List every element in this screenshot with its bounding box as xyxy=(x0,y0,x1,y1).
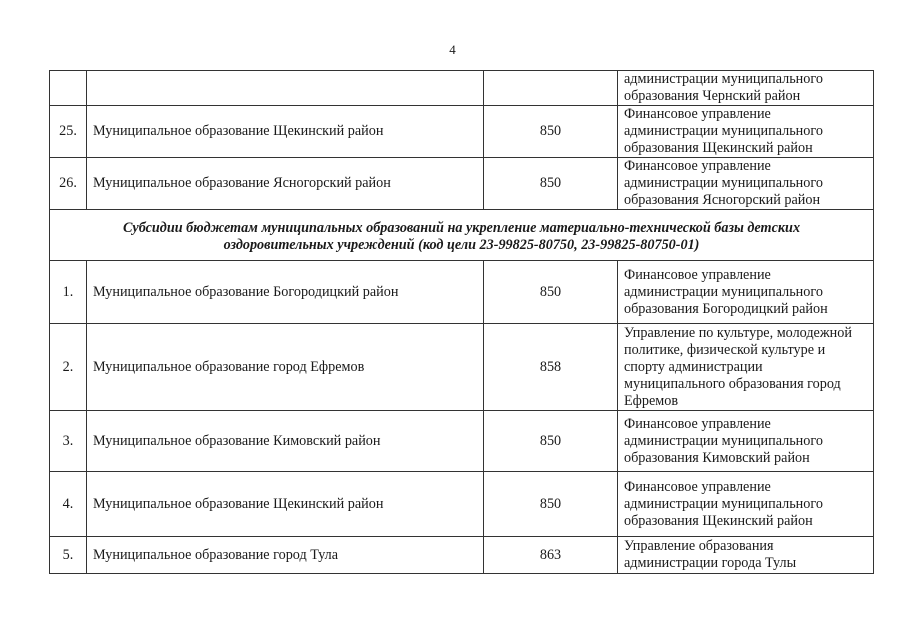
administrator-name: Управление по культуре, молодежной политике, физической культуре и спорту администрации муниципального образования город Ефремов xyxy=(618,324,874,411)
municipality-name: Муниципальное образование город Тула xyxy=(87,537,484,574)
table-row xyxy=(50,261,874,324)
budget-code: 863 xyxy=(484,537,618,574)
budget-code: 858 xyxy=(484,324,618,411)
row-number: 1. xyxy=(50,261,87,324)
administrator-name: Финансовое управление администрации муниципального образования Богородицкий район xyxy=(618,261,874,324)
municipality-name: Муниципальное образование Кимовский район xyxy=(87,411,484,472)
municipality-name: Муниципальное образование Богородицкий район xyxy=(87,261,484,324)
municipality-name: Муниципальное образование Ясногорский район xyxy=(87,158,484,210)
budget-code: 850 xyxy=(484,261,618,324)
row-number xyxy=(50,71,87,106)
table-row xyxy=(50,411,874,472)
table-row xyxy=(50,537,874,574)
row-number: 26. xyxy=(50,158,87,210)
budget-code: 850 xyxy=(484,411,618,472)
budget-code: 850 xyxy=(484,472,618,537)
administrator-name: Финансовое управление администрации муниципального образования Щекинский район xyxy=(618,472,874,537)
table-row xyxy=(50,106,874,158)
municipality-name: Муниципальное образование город Ефремов xyxy=(87,324,484,411)
row-number: 4. xyxy=(50,472,87,537)
subsidy-table xyxy=(49,70,874,574)
administrator-name: Финансовое управление администрации муниципального образования Щекинский район xyxy=(618,106,874,158)
page-number: 4 xyxy=(449,42,456,57)
municipality-name xyxy=(87,71,484,106)
row-number: 2. xyxy=(50,324,87,411)
table-row xyxy=(50,158,874,210)
administrator-name: администрации муниципального образования Чернский район xyxy=(618,71,874,106)
administrator-name: Финансовое управление администрации муниципального образования Кимовский район xyxy=(618,411,874,472)
section-title: Субсидии бюджетам муниципальных образований на укрепление материально-технической базы детских оздоровительных учреждений (код цели 23-99825-80750, 23-99825-80750-01) xyxy=(50,210,874,261)
row-number: 25. xyxy=(50,106,87,158)
municipality-name: Муниципальное образование Щекинский район xyxy=(87,472,484,537)
municipality-name: Муниципальное образование Щекинский район xyxy=(87,106,484,158)
table-row xyxy=(50,324,874,411)
section-header-row xyxy=(50,210,874,261)
row-number: 5. xyxy=(50,537,87,574)
budget-code: 850 xyxy=(484,106,618,158)
table-row xyxy=(50,71,874,106)
administrator-name: Финансовое управление администрации муниципального образования Ясногорский район xyxy=(618,158,874,210)
row-number: 3. xyxy=(50,411,87,472)
table-row xyxy=(50,472,874,537)
budget-code: 850 xyxy=(484,158,618,210)
budget-code xyxy=(484,71,618,106)
administrator-name: Управление образования администрации города Тулы xyxy=(618,537,874,574)
